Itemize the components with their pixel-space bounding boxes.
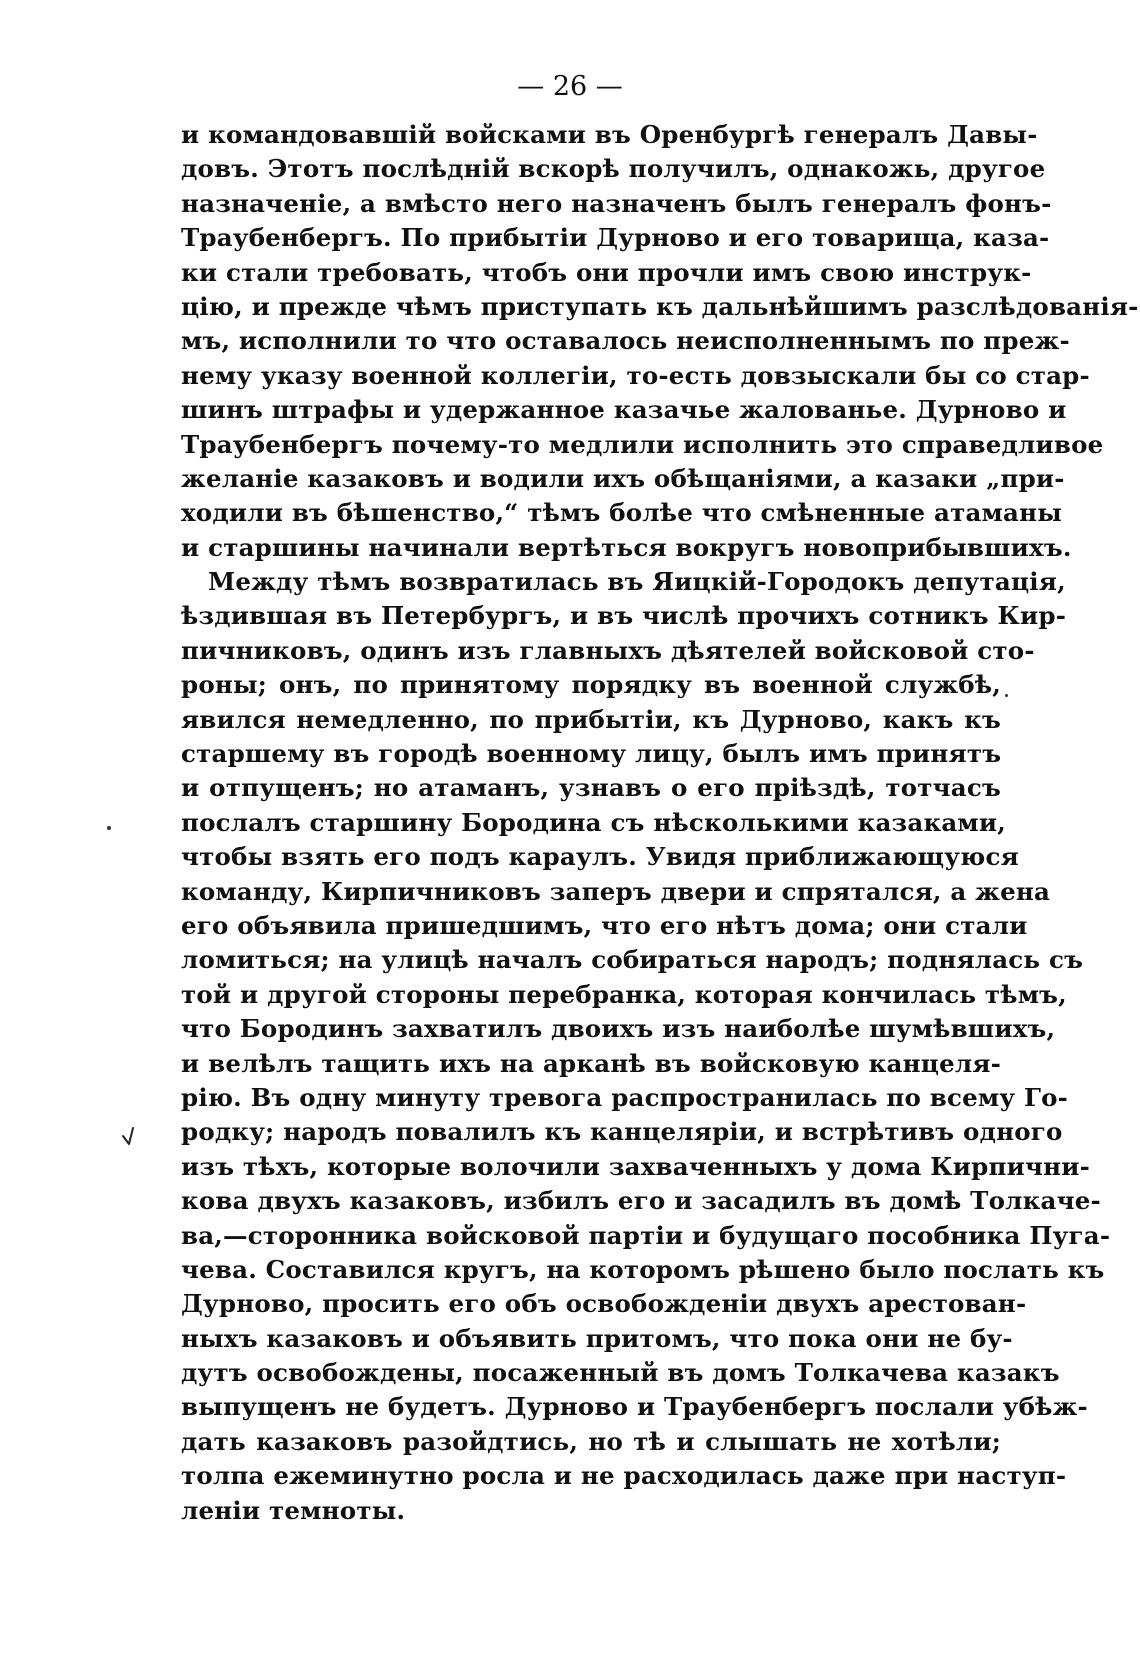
text-line: назначеніе, а вмѣсто него назначенъ былъ генералъ фонъ-: [181, 188, 1052, 218]
text-line: пичниковъ, одинъ изъ главныхъ дѣятелей войсковой сто-: [181, 635, 1035, 665]
text-line: что Бородинъ захватилъ двоихъ изъ наиболѣе шумѣвшихъ,: [181, 1014, 1056, 1044]
paragraph-2: [181, 565, 1111, 1528]
text-line: ныхъ казаковъ и объявить притомъ, что пока они не бу-: [181, 1323, 1013, 1353]
text-line: ходили въ бѣшенство,“ тѣмъ болѣе что смѣненные атаманы: [181, 498, 1062, 528]
text-line: ѣздившая въ Петербургъ, и въ числѣ прочихъ сотникъ Кир-: [181, 601, 1067, 631]
text-line: ломиться; на улицѣ началъ собираться народъ; поднялась съ: [181, 945, 1084, 975]
text-line: ва,—сторонника войсковой партіи и будущаго пособника Пуга-: [181, 1220, 1111, 1250]
text-line: леніи темноты.: [181, 1495, 406, 1525]
text-line: и велѣлъ тащить ихъ на арканѣ въ войсковую канцеля-: [181, 1048, 1001, 1078]
speck-dot: [1005, 694, 1008, 697]
text-line: довъ. Этотъ послѣдній вскорѣ получилъ, однакожь, другое: [181, 154, 1046, 184]
text-line: нему указу военной коллегіи, то-есть довзыскали бы со стар-: [181, 360, 1090, 390]
text-line: Траубенбергъ. По прибытіи Дурново и его товарища, каза-: [181, 223, 1050, 253]
text-line: дутъ освобождены, посаженный въ домъ Толкачева казакъ: [181, 1358, 1060, 1388]
text-line: Между тѣмъ возвратилась въ Яицкій-Городокъ депутація,: [208, 567, 1066, 597]
text-line: желаніе казаковъ и водили ихъ обѣщаніями, а казаки „при-: [181, 463, 1065, 493]
text-line: и командовавшій войсками въ Оренбургѣ генералъ Давы-: [181, 120, 1038, 149]
page-number: — 26 —: [517, 71, 623, 102]
text-line: родку; народъ повалилъ къ канцеляріи, и встрѣтивъ одного: [181, 1117, 1063, 1147]
text-line: команду, Кирпичниковъ заперъ двери и спрятался, а жена: [181, 876, 1051, 906]
text-line: Траубенбергъ почему-то медлили исполнить это справедливое: [181, 429, 1104, 459]
text-line: старшему въ городѣ военному лицу, былъ имъ принятъ: [181, 739, 1002, 769]
body-text: [181, 118, 1139, 1528]
text-line: чтобы взять его подъ караулъ. Увидя приближающуюся: [181, 842, 1019, 872]
text-line: роны; онъ, по принятому порядку въ военной службѣ,: [181, 670, 1001, 700]
text-line: толпа ежеминутно росла и не расходилась даже при наступ-: [181, 1461, 1067, 1491]
text-line: изъ тѣхъ, которые волочили захваченныхъ у дома Кирпични-: [181, 1151, 1090, 1181]
speck-dot: [107, 826, 111, 830]
text-line: его объявила пришедшимъ, что его нѣтъ дома; они стали: [181, 910, 1028, 940]
text-line: и старшины начинали вертѣться вокругъ новоприбывшихъ.: [181, 532, 1072, 562]
paragraph-1: [181, 118, 1139, 565]
text-line: рію. Въ одну минуту тревога распространилась по всему Го-: [181, 1082, 1069, 1112]
text-line: чева. Составился кругъ, на которомъ рѣшено было послать къ: [181, 1254, 1105, 1284]
text-line: кова двухъ казаковъ, избилъ его и засадилъ въ домѣ Толкаче-: [181, 1186, 1101, 1216]
text-line: ки стали требовать, чтобъ они прочли имъ свою инструк-: [181, 257, 1032, 287]
text-line: Дурново, просить его объ освобожденіи двухъ арестован-: [181, 1289, 1027, 1319]
text-line: и отпущенъ; но атаманъ, узнавъ о его пріѣздѣ, тотчасъ: [181, 773, 1001, 803]
handwritten-check-mark-icon: [121, 1126, 139, 1150]
text-line: выпущенъ не будетъ. Дурново и Траубенбергъ послали убѣж-: [181, 1392, 1088, 1422]
text-line: той и другой стороны перебранка, которая кончилась тѣмъ,: [181, 979, 1067, 1009]
text-line: цію, и прежде чѣмъ приступать къ дальнѣйшимъ разслѣдованія-: [181, 291, 1139, 321]
text-line: явился немедленно, по прибытіи, къ Дурново, какъ къ: [181, 704, 1001, 734]
text-line: шинъ штрафы и удержанное казачье жалованье. Дурново и: [181, 395, 1067, 425]
text-line: дать казаковъ разойдтись, но тѣ и слышать не хотѣли;: [181, 1426, 1001, 1456]
text-line: послалъ старшину Бородина съ нѣсколькими казаками,: [181, 807, 1007, 837]
text-line: мъ, исполнили то что оставалось неисполненнымъ по преж-: [181, 326, 1070, 356]
